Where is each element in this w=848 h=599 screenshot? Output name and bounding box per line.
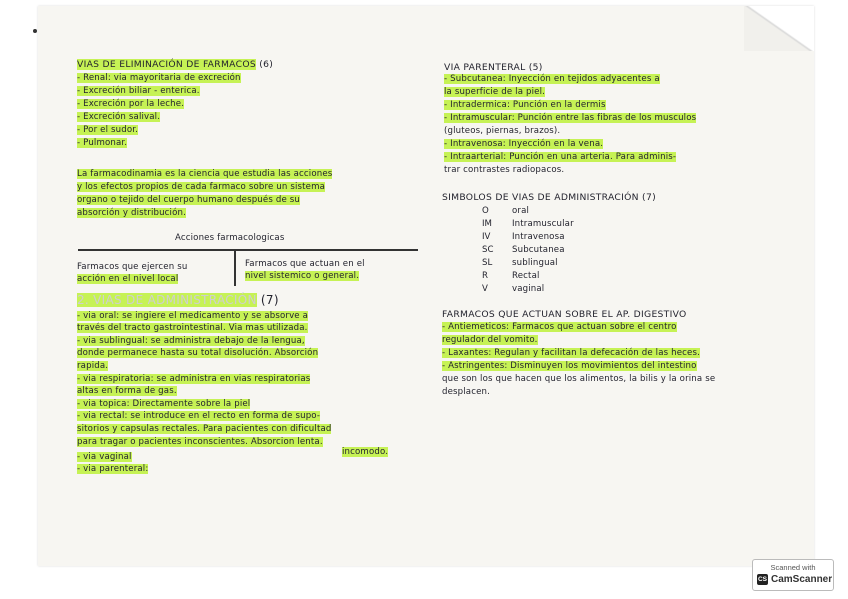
via-line: - via oral: se ingiere el medicamento y se absorve a bbox=[77, 311, 309, 321]
via-line: - via rectal: se introduce en el recto en forma de supo- bbox=[77, 411, 321, 421]
digestivo-line: - Antiemeticos: Farmacos que actuan sobre el centro bbox=[442, 322, 677, 332]
symbol-abbr: IM bbox=[482, 219, 492, 229]
acciones-title: Acciones farmacologicas bbox=[175, 233, 285, 243]
via-line: través del tracto gastrointestinal. Via mas utilizada. bbox=[77, 323, 308, 333]
symbol-label: oral bbox=[512, 206, 530, 216]
symbol-abbr: IV bbox=[482, 232, 491, 242]
symbol-label: Intramuscular bbox=[512, 219, 574, 229]
via-line: para tragar o pacientes inconscientes. Absorcion lenta. bbox=[77, 437, 323, 447]
digestivo-line: regulador del vomito. bbox=[442, 335, 538, 345]
via-line: - via sublingual: se administra debajo de la lengua, bbox=[77, 336, 305, 346]
parenteral-line: - Intradermica: Punción en la dermis bbox=[444, 100, 606, 110]
parenteral-line: - Intravenosa: Inyección en la vena. bbox=[444, 139, 604, 149]
parenteral-line: - Subcutanea: Inyección en tejidos adyacentes a bbox=[444, 74, 660, 84]
elimination-title: VIAS DE ELIMINACIÓN DE FARMACOS (6) bbox=[77, 59, 274, 70]
digestivo-line: - Laxantes: Regulan y facilitan la defecación de las heces. bbox=[442, 348, 700, 358]
elim-item: - Excreción salival. bbox=[77, 112, 161, 122]
symbol-abbr: R bbox=[482, 271, 488, 281]
via-note: incomodo. bbox=[342, 447, 389, 457]
parenteral-line: trar contrastes radiopacos. bbox=[444, 165, 565, 175]
elim-item: - Excreción biliar - enterica. bbox=[77, 86, 200, 96]
symbol-label: vaginal bbox=[512, 284, 545, 294]
pharmacodynamics-definition-line: organo o tejido del cuerpo humano después de su bbox=[77, 195, 300, 205]
systemic-action-line: nivel sistemico o general. bbox=[245, 271, 360, 281]
via-line: - via topica: Directamente sobre la piel bbox=[77, 399, 251, 409]
camscanner-logo-icon: CS bbox=[757, 576, 768, 583]
symbol-abbr: O bbox=[482, 206, 489, 216]
systemic-action-line: Farmacos que actuan en el bbox=[245, 259, 365, 269]
parenteral-line: la superficie de la piel. bbox=[444, 87, 545, 97]
digestivo-line: que son los que hacen que los alimentos, la bilis y la orina se bbox=[442, 374, 716, 384]
simbolos-title: SIMBOLOS DE VIAS DE ADMINISTRACIÓN (7) bbox=[442, 192, 656, 203]
via-line: - via vaginal bbox=[77, 452, 132, 462]
local-action-line: Farmacos que ejercen su bbox=[77, 262, 188, 272]
elim-item: - Por el sudor. bbox=[77, 125, 138, 135]
pharmacodynamics-definition-line: absorción y distribución. bbox=[77, 208, 186, 218]
via-line: donde permanece hasta su total disolución. Absorción bbox=[77, 348, 319, 358]
via-line: - via parenteral: bbox=[77, 464, 149, 474]
page-fold-corner bbox=[744, 6, 814, 51]
symbol-abbr: SC bbox=[482, 245, 494, 255]
elim-item: - Excreción por la leche. bbox=[77, 99, 185, 109]
vias-admin-title: 2. VIAS DE ADMINISTRACIÓN (7) bbox=[77, 293, 279, 307]
symbol-abbr: V bbox=[482, 284, 488, 294]
camscanner-brand: CamScanner bbox=[771, 574, 833, 585]
elim-item: - Pulmonar. bbox=[77, 138, 128, 148]
local-action-line: acción en el nivel local bbox=[77, 274, 179, 284]
symbol-label: Rectal bbox=[512, 271, 540, 281]
symbol-label: sublingual bbox=[512, 258, 558, 268]
camscanner-watermark bbox=[752, 559, 834, 591]
margin-dot bbox=[33, 29, 37, 33]
pharmacodynamics-definition-line: y los efectos propios de cada farmaco sobre un sistema bbox=[77, 182, 326, 192]
parenteral-line: - Intramuscular: Punción entre las fibras de los musculos bbox=[444, 113, 697, 123]
parenteral-line: (gluteos, piernas, brazos). bbox=[444, 126, 561, 136]
parenteral-title: VIA PARENTERAL (5) bbox=[444, 62, 543, 73]
acciones-split bbox=[234, 250, 236, 286]
digestivo-title: FARMACOS QUE ACTUAN SOBRE EL AP. DIGESTIVO bbox=[442, 309, 687, 320]
acciones-divider bbox=[78, 249, 418, 251]
scanned-with-text: Scanned with bbox=[770, 563, 816, 572]
via-line: altas en forma de gas. bbox=[77, 386, 177, 396]
via-line: - via respiratoria: se administra en vias respiratorias bbox=[77, 374, 311, 384]
via-line: rapida. bbox=[77, 361, 109, 371]
via-line: sitorios y capsulas rectales. Para pacientes con dificultad bbox=[77, 424, 332, 434]
digestivo-line: desplacen. bbox=[442, 387, 491, 397]
elim-item: - Renal: via mayoritaria de excreción bbox=[77, 73, 241, 83]
digestivo-line: - Astringentes: Disminuyen los movimientos del intestino bbox=[442, 361, 697, 371]
symbol-label: Intravenosa bbox=[512, 232, 565, 242]
parenteral-line: - Intraarterial: Punción en una arteria. Para adminis- bbox=[444, 152, 677, 162]
pharmacodynamics-definition-line: La farmacodinamia es la ciencia que estudia las acciones bbox=[77, 169, 333, 179]
symbol-abbr: SL bbox=[482, 258, 493, 268]
symbol-label: Subcutanea bbox=[512, 245, 565, 255]
